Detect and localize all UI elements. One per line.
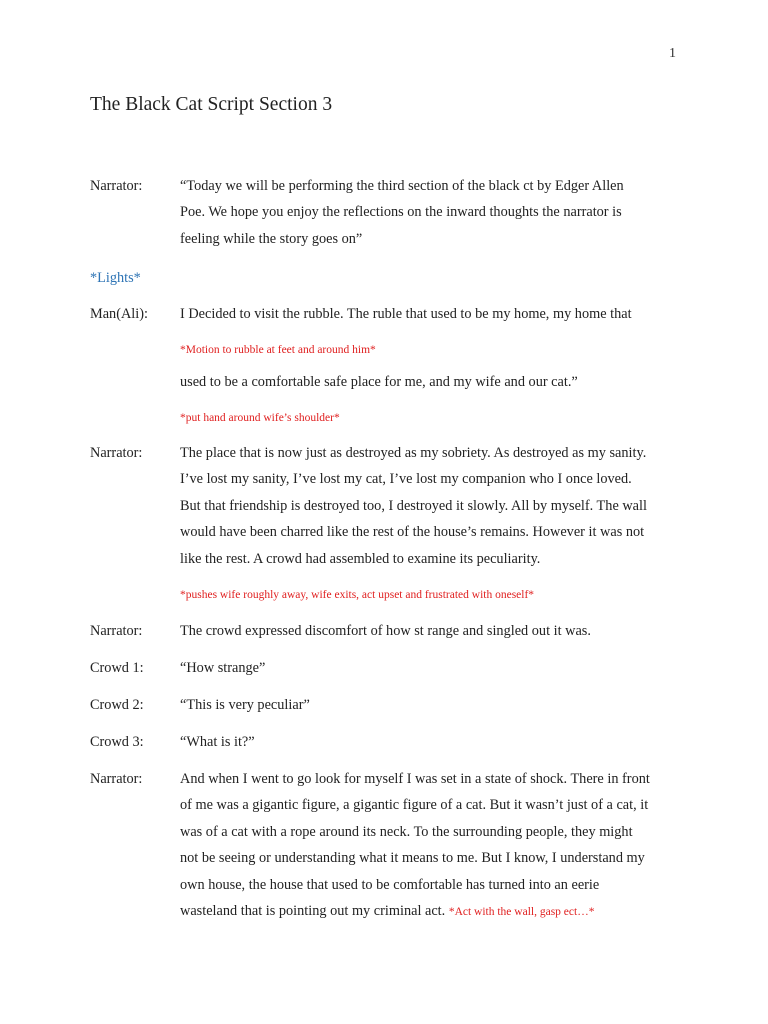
dialogue-line: “What is it?” <box>180 734 255 750</box>
dialogue-line: was of a cat with a rope around its neck. To the surrounding people, they might <box>180 823 633 840</box>
dialogue-line: “How strange” <box>180 660 266 676</box>
dialogue-line: Poe. We hope you enjoy the reflections on the inward thoughts the narrator is <box>180 204 622 221</box>
dialogue-line: The crowd expressed discomfort of how st range and singled out it was. <box>180 623 591 639</box>
dialogue-line: And when I went to go look for myself I was set in a state of shock. There in front <box>180 771 650 787</box>
script-title: The Black Cat Script Section 3 <box>90 94 333 115</box>
stage-direction: *Motion to rubble at feet and around him* <box>180 344 376 356</box>
dialogue-line: used to be a comfortable safe place for me, and my wife and our cat.” <box>180 374 578 390</box>
dialogue-line: feeling while the story goes on” <box>180 230 363 247</box>
stage-direction: *pushes wife roughly away, wife exits, act upset and frustrated with oneself* <box>180 589 535 601</box>
stage-direction: *put hand around wife’s shoulder* <box>180 412 340 424</box>
stage-direction: *Act with the wall, gasp ect…* <box>448 906 595 918</box>
dialogue-line: “This is very peculiar” <box>180 697 310 713</box>
lights-cue: *Lights* <box>90 270 141 286</box>
speaker-label: Crowd 3: <box>90 734 144 750</box>
speaker-label: Narrator: <box>90 178 143 194</box>
dialogue-line-with-direction <box>180 898 594 925</box>
speaker-label: Man(Ali): <box>90 306 148 322</box>
dialogue-line: But that friendship is destroyed too, I destroyed it slowly. All by myself. The wall <box>180 497 647 514</box>
dialogue-line: own house, the house that used to be comfortable has turned into an eerie <box>180 876 600 893</box>
dialogue-line: of me was a gigantic figure, a gigantic figure of a cat. But it wasn’t just of a cat, it <box>180 797 649 814</box>
dialogue-line: I’ve lost my sanity, I’ve lost my cat, I’ve lost my companion who I once loved. <box>180 471 632 488</box>
dialogue-line: not be seeing or understanding what it means to me. But I know, I understand my <box>180 850 645 867</box>
speaker-label: Narrator: <box>90 445 143 461</box>
dialogue-line: like the rest. A crowd had assembled to examine its peculiarity. <box>180 550 541 567</box>
speaker-label: Narrator: <box>90 623 143 639</box>
dialogue-text: wasteland that is pointing out my criminal act. <box>180 903 449 919</box>
dialogue-line: “Today we will be performing the third section of the black ct by Edger Allen <box>180 178 624 194</box>
dialogue-line: I Decided to visit the rubble. The ruble that used to be my home, my home that <box>180 306 632 322</box>
dialogue-line: would have been charred like the rest of the house’s remains. However it was not <box>180 524 645 541</box>
speaker-label: Narrator: <box>90 771 143 787</box>
speaker-label: Crowd 2: <box>90 697 144 713</box>
speaker-label: Crowd 1: <box>90 660 144 676</box>
dialogue-line: The place that is now just as destroyed as my sobriety. As destroyed as my sanity. <box>180 445 647 461</box>
page-number: 1 <box>669 46 676 61</box>
